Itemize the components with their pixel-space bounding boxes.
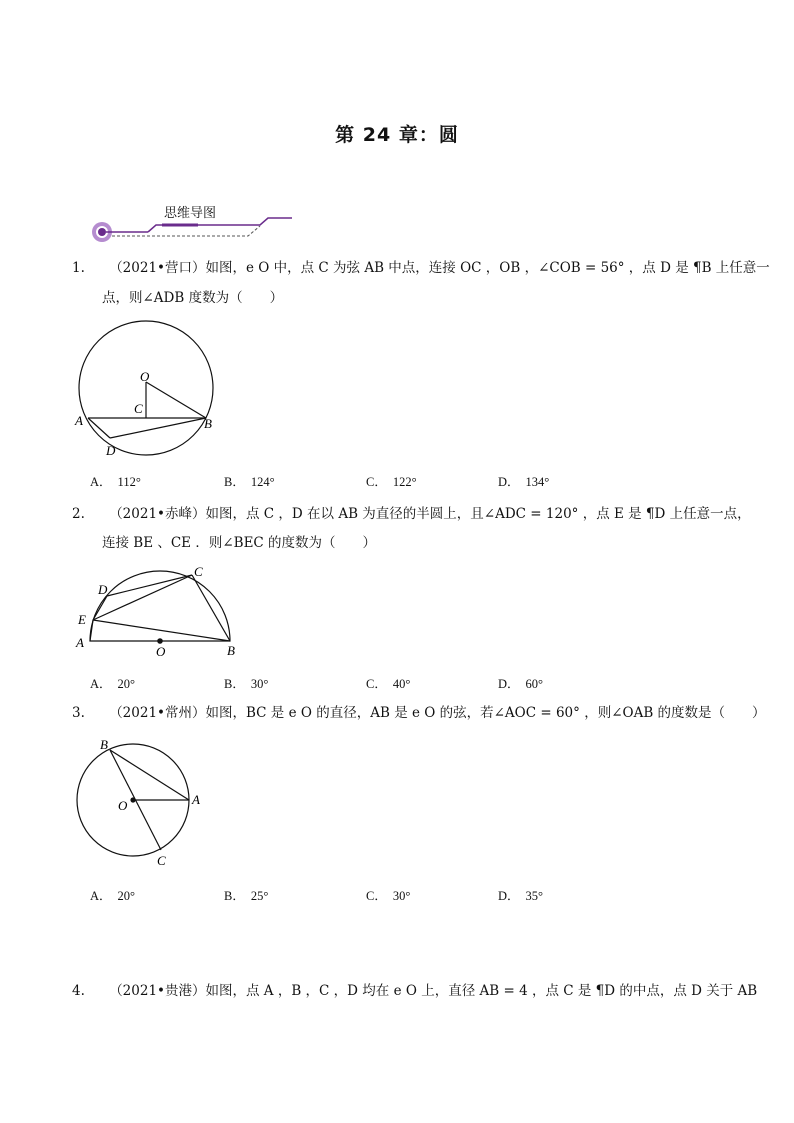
page-title: 第 24 章：圆 (335, 124, 459, 146)
label-D: D (98, 582, 108, 597)
label-C: C (157, 853, 166, 867)
option-b: B． 30° (224, 677, 269, 691)
label-B: B (100, 737, 108, 752)
label-C: C (194, 564, 203, 579)
question-1-continued: 点，则∠ADB 度数为（ ） (102, 290, 284, 306)
option-d: D． 35° (498, 889, 544, 903)
label-B: B (204, 416, 212, 431)
label-A: A (75, 413, 83, 428)
question-4 (72, 981, 757, 1001)
option-a: A． 112° (90, 475, 141, 489)
label-O: O (156, 644, 166, 659)
option-c: C． 30° (366, 889, 411, 903)
question-2 (72, 504, 751, 524)
question-number: 1. (72, 260, 85, 276)
figure-1 (70, 318, 230, 466)
label-E: E (78, 612, 86, 627)
question-text: （2021•贵港）如图，点 A ，B ，C ，D 均在 e O 上，直径 AB = 4 ，点 C 是 ¶D 的中点，点 D 关于 AB (109, 983, 758, 999)
label-B: B (227, 643, 235, 658)
label-D: D (106, 443, 116, 458)
question-text: （2021•营口）如图，e O 中，点 C 为弦 AB 中点，连接 OC ，OB ，∠COB = 56° ，点 D 是 ¶B 上任意一 (109, 260, 770, 276)
figure-3 (70, 735, 210, 867)
option-a: A． 20° (90, 677, 136, 691)
option-c: C． 122° (366, 475, 417, 489)
question-number: 4. (72, 983, 85, 999)
option-c: C． 40° (366, 677, 411, 691)
label-A: A (192, 792, 200, 807)
figure-2 (70, 560, 240, 662)
question-3 (72, 703, 766, 723)
label-O: O (140, 369, 150, 384)
question-text: （2021•赤峰）如图，点 C ，D 在以 AB 为直径的半圆上，且∠ADC = 120° ，点 E 是 ¶D 上任意一点， (109, 506, 751, 522)
section-label: 思维导图 (164, 206, 217, 221)
option-d: D． 134° (498, 475, 550, 489)
option-d: D． 60° (498, 677, 544, 691)
question-text: （2021•常州）如图，BC 是 e O 的直径，AB 是 e O 的弦，若∠AOC = 60° ，则∠OAB 的度数是（ ） (109, 705, 766, 721)
option-b: B． 124° (224, 475, 275, 489)
option-b: B． 25° (224, 889, 269, 903)
question-number: 3. (72, 705, 85, 721)
label-C: C (134, 401, 143, 416)
question-2-continued: 连接 BE 、CE ．则∠BEC 的度数为（ ） (102, 535, 377, 551)
question-1 (72, 258, 770, 278)
label-O: O (118, 798, 128, 813)
option-a: A． 20° (90, 889, 136, 903)
question-number: 2. (72, 506, 85, 522)
label-A: A (76, 635, 84, 650)
